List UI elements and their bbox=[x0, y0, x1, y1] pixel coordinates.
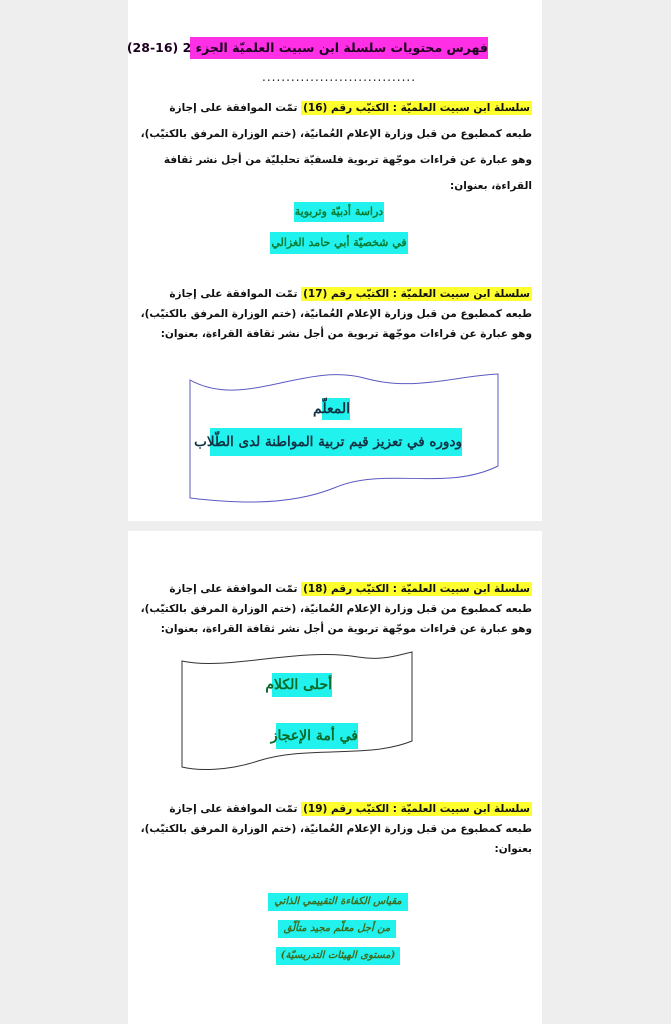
entry-19-paragraph: سلسلة ابن سبيت العلميّة : الكتيّب رقم (19) تمّت الموافقة على إجازة طبعه كمطبوع من قبل وزارة الإعلام العُمانيّة، (ختم الوزارة المرفق بالكتيّب)، بعنوان: bbox=[136, 799, 532, 859]
entry-17-title-line-1: المعلّم bbox=[322, 398, 350, 420]
document-page-2 bbox=[128, 531, 542, 1024]
entry-17-paragraph: سلسلة ابن سبيت العلميّة : الكتيّب رقم (17) تمّت الموافقة على إجازة طبعه كمطبوع من قبل وزارة الإعلام العُمانيّة، (ختم الوزارة المرفق بالكتيّب)، وهو عبارة عن قراءات موجّهة تربوية من أجل نشر ثقافة القراءة، بعنوان: bbox=[136, 284, 532, 344]
entry-17-lead: سلسلة ابن سبيت العلميّة : الكتيّب رقم (17) bbox=[303, 288, 530, 300]
entry-19-title-line-1: مقياس الكفاءة التقييمي الذاتي bbox=[268, 893, 408, 911]
entry-19-line-3: بعنوان: bbox=[494, 843, 532, 855]
entry-17-line-3: وهو عبارة عن قراءات موجّهة تربوية من أجل نشر ثقافة القراءة، بعنوان: bbox=[160, 328, 532, 340]
entry-18-paragraph: سلسلة ابن سبيت العلميّة : الكتيّب رقم (18) تمّت الموافقة على إجازة طبعه كمطبوع من قبل وزارة الإعلام العُمانيّة، (ختم الوزارة المرفق بالكتيّب)، وهو عبارة عن قراءات موجّهة تربوية من أجل نشر ثقافة القراءة، بعنوان: bbox=[136, 579, 532, 639]
entry-19-title-line-3: (مستوى الهيئات التدريسيّة) bbox=[276, 947, 400, 965]
entry-18-line-3: وهو عبارة عن قراءات موجّهة تربوية من أجل نشر ثقافة القراءة، بعنوان: bbox=[160, 623, 532, 635]
entry-18-title-line-1: أحلى الكلام bbox=[272, 673, 332, 697]
entry-16-title-line-1: دراسة أدبيّة وتربوية bbox=[294, 202, 384, 222]
entry-16-line-3: وهو عبارة عن قراءات موجّهة تربوية فلسفيّة تحليليّة من أجل نشر ثقافة bbox=[163, 154, 532, 166]
document-page-1 bbox=[128, 0, 542, 521]
entry-18-title-line-2: في أمة الإعجاز bbox=[276, 723, 358, 749]
entry-16-paragraph: سلسلة ابن سبيت العلميّة : الكتيّب رقم (16) تمّت الموافقة على إجازة طبعه كمطبوع من قبل وزارة الإعلام العُمانيّة، (ختم الوزارة المرفق بالكتيّب)، وهو عبارة عن قراءات موجّهة تربوية فلسفيّة تحليليّة من أجل نشر ثقافة القراءة، بعنوان: bbox=[136, 95, 532, 199]
entry-16-line-2: طبعه كمطبوع من قبل وزارة الإعلام العُمانيّة، (ختم الوزارة المرفق بالكتيّب)، bbox=[140, 128, 532, 140]
scroll-banner-outline bbox=[178, 649, 416, 775]
entry-19-lead: سلسلة ابن سبيت العلميّة : الكتيّب رقم (19) bbox=[303, 803, 530, 815]
entry-16-lead: سلسلة ابن سبيت العلميّة : الكتيّب رقم (16) bbox=[303, 102, 530, 114]
entry-19-line-2: طبعه كمطبوع من قبل وزارة الإعلام العُمانيّة، (ختم الوزارة المرفق بالكتيّب)، bbox=[140, 823, 532, 835]
entry-16-title-line-2: في شخصيّة أبي حامد الغزالي bbox=[270, 232, 408, 254]
entry-18-scroll-banner bbox=[178, 649, 416, 775]
entry-17-title-line-2: ودوره في تعزيز قيم تربية المواطنة لدى الطّلاب bbox=[210, 428, 462, 456]
index-title: فهرس محتويات سلسلة ابن سبيت العلميّة الجزء 2 (16-28) bbox=[190, 37, 488, 59]
divider-dots: ................................ bbox=[262, 70, 417, 84]
entry-18-lead: سلسلة ابن سبيت العلميّة : الكتيّب رقم (18) bbox=[303, 583, 530, 595]
entry-16-line-4: القراءة، بعنوان: bbox=[450, 180, 532, 192]
entry-17-line-2: طبعه كمطبوع من قبل وزارة الإعلام العُمانيّة، (ختم الوزارة المرفق بالكتيّب)، bbox=[140, 308, 532, 320]
entry-19-title-line-2: من أجل معلّم مجيد متألّق bbox=[278, 920, 396, 938]
entry-18-line-2: طبعه كمطبوع من قبل وزارة الإعلام العُمانيّة، (ختم الوزارة المرفق بالكتيّب)، bbox=[140, 603, 532, 615]
